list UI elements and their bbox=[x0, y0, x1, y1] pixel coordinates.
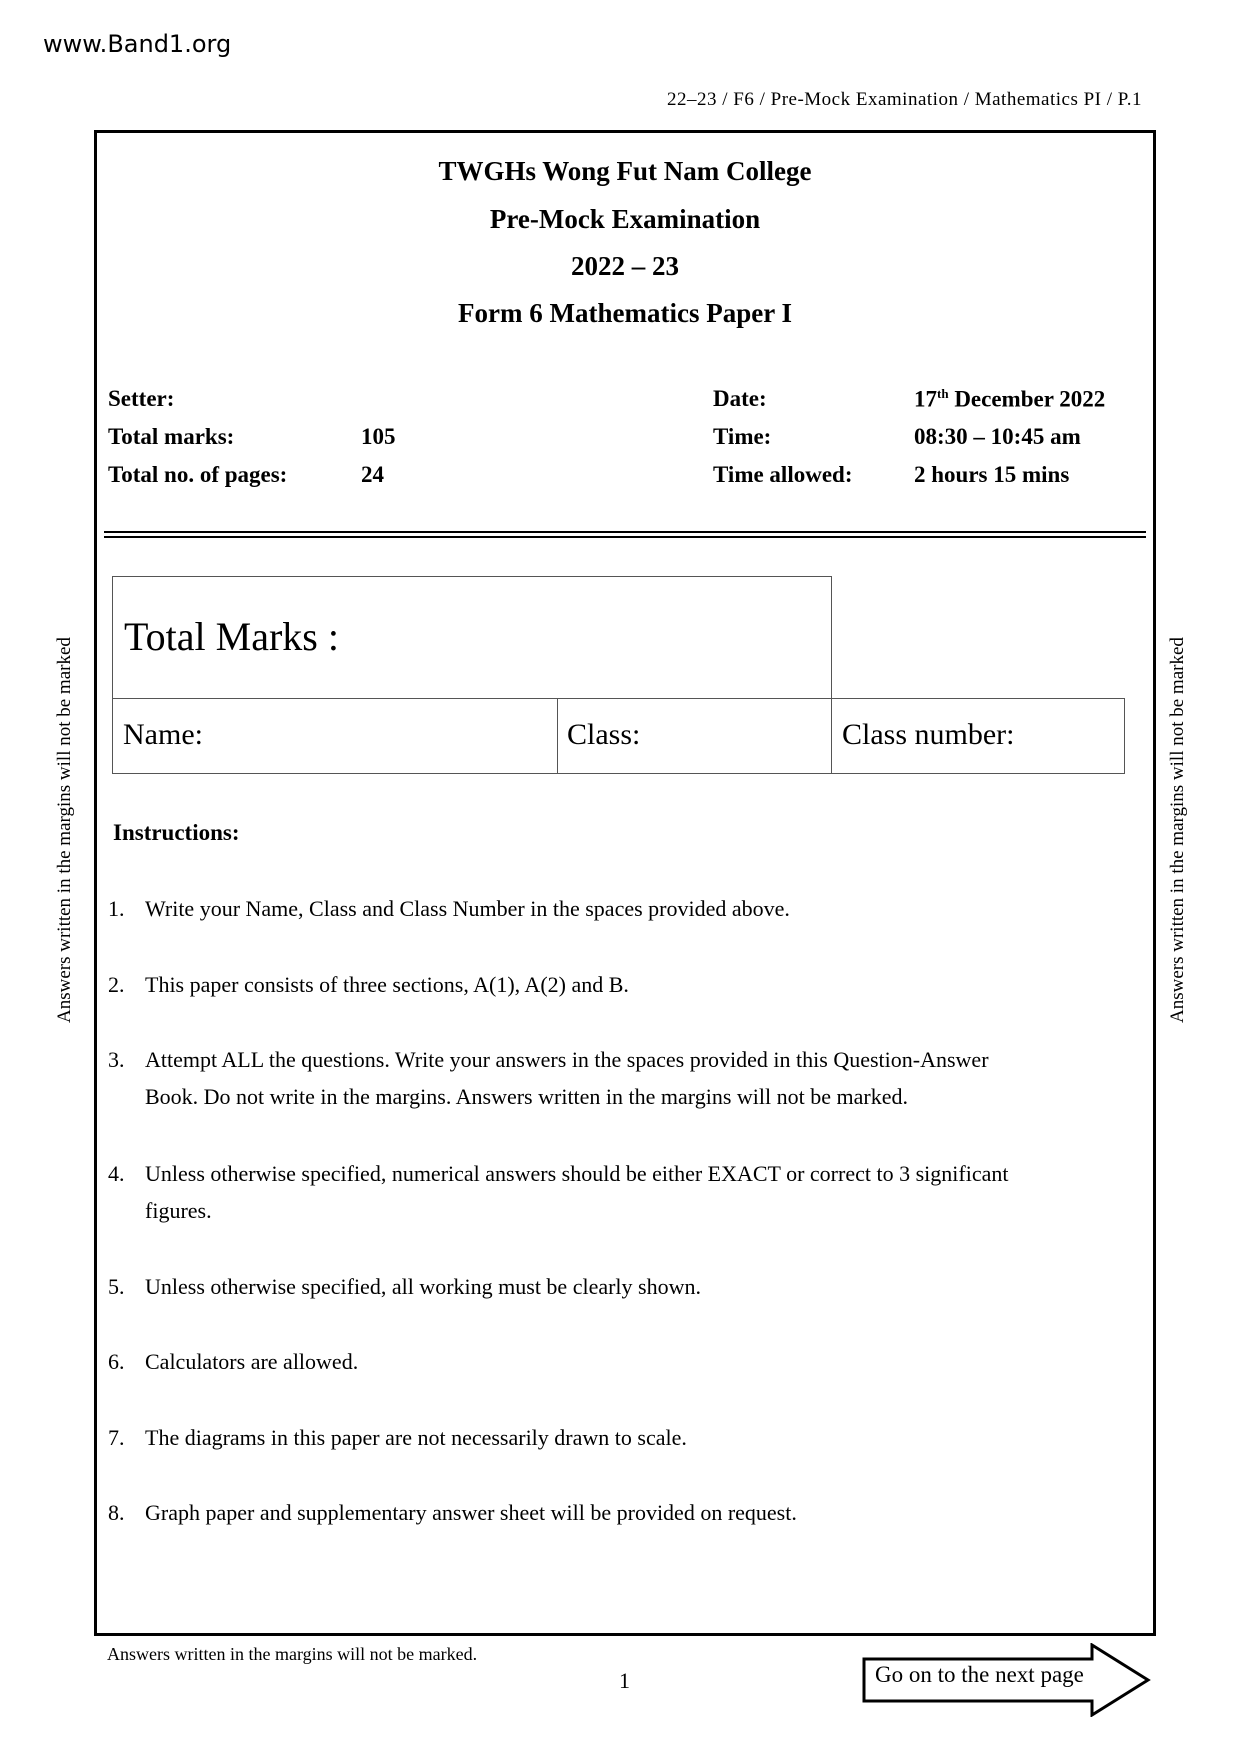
instruction-text: This paper consists of three sections, A(1), A(2) and B. bbox=[145, 972, 629, 997]
instruction-number: 8. bbox=[108, 1500, 125, 1525]
instruction-text: Graph paper and supplementary answer sheet will be provided on request. bbox=[145, 1500, 797, 1525]
instruction-number: 4. bbox=[108, 1161, 125, 1186]
total-marks-label: Total marks: bbox=[108, 424, 235, 449]
instruction-text: Attempt ALL the questions. Write your answers in the spaces provided in this Question-Answer bbox=[145, 1047, 989, 1072]
instruction-number: 6. bbox=[108, 1349, 125, 1374]
instruction-text: Unless otherwise specified, numerical answers should be either EXACT or correct to 3 significant bbox=[145, 1161, 1009, 1186]
class-label: Class: bbox=[567, 718, 641, 751]
instruction-text-cont: figures. bbox=[145, 1198, 212, 1223]
page-number: 1 bbox=[619, 1668, 630, 1693]
instruction-number: 2. bbox=[108, 972, 125, 997]
next-page-label: Go on to the next page bbox=[875, 1662, 1084, 1687]
pages-label: Total no. of pages: bbox=[108, 462, 288, 487]
instructions-heading: Instructions: bbox=[113, 820, 240, 845]
instruction-text: Calculators are allowed. bbox=[145, 1349, 359, 1374]
instruction-number: 7. bbox=[108, 1425, 125, 1450]
running-header: 22–23 / F6 / Pre-Mock Examination / Mathematics PI / P.1 bbox=[667, 89, 1142, 110]
pages-value: 24 bbox=[361, 462, 384, 487]
time-label: Time: bbox=[713, 424, 772, 449]
setter-label: Setter: bbox=[108, 386, 175, 411]
exam-name: Pre-Mock Examination bbox=[489, 204, 761, 234]
name-label: Name: bbox=[123, 718, 203, 751]
time-value: 08:30 – 10:45 am bbox=[914, 424, 1081, 449]
total-marks-label-box: Total Marks : bbox=[124, 614, 339, 659]
next-page-arrow bbox=[862, 1643, 1152, 1722]
class-number-label: Class number: bbox=[842, 718, 1015, 751]
instruction-number: 1. bbox=[108, 896, 125, 921]
total-marks-value: 105 bbox=[361, 424, 396, 449]
instruction-number: 3. bbox=[108, 1047, 125, 1072]
date-label: Date: bbox=[713, 386, 767, 411]
time-allowed-value: 2 hours 15 mins bbox=[914, 462, 1070, 487]
instruction-text: The diagrams in this paper are not necessarily drawn to scale. bbox=[145, 1425, 687, 1450]
school-name: TWGHs Wong Fut Nam College bbox=[438, 156, 812, 186]
double-divider bbox=[104, 531, 1146, 538]
footer-note: Answers written in the margins will not be marked. bbox=[107, 1644, 478, 1664]
instruction-text: Write your Name, Class and Class Number in the spaces provided above. bbox=[145, 896, 790, 921]
instruction-text-cont: Book. Do not write in the margins. Answers written in the margins will not be marked. bbox=[145, 1084, 908, 1109]
left-margin-note: Answers written in the margins will not be marked bbox=[54, 637, 75, 1023]
school-year: 2022 – 23 bbox=[571, 251, 679, 281]
time-allowed-label: Time allowed: bbox=[713, 462, 853, 487]
paper-title: Form 6 Mathematics Paper I bbox=[458, 298, 792, 328]
right-margin-note: Answers written in the margins will not be marked bbox=[1167, 637, 1188, 1023]
date-value: 17th December 2022 bbox=[914, 386, 1106, 412]
instruction-text: Unless otherwise specified, all working must be clearly shown. bbox=[145, 1274, 701, 1299]
watermark: www.Band1.org bbox=[43, 30, 232, 58]
cover-frame bbox=[94, 130, 1156, 1636]
instruction-number: 5. bbox=[108, 1274, 125, 1299]
